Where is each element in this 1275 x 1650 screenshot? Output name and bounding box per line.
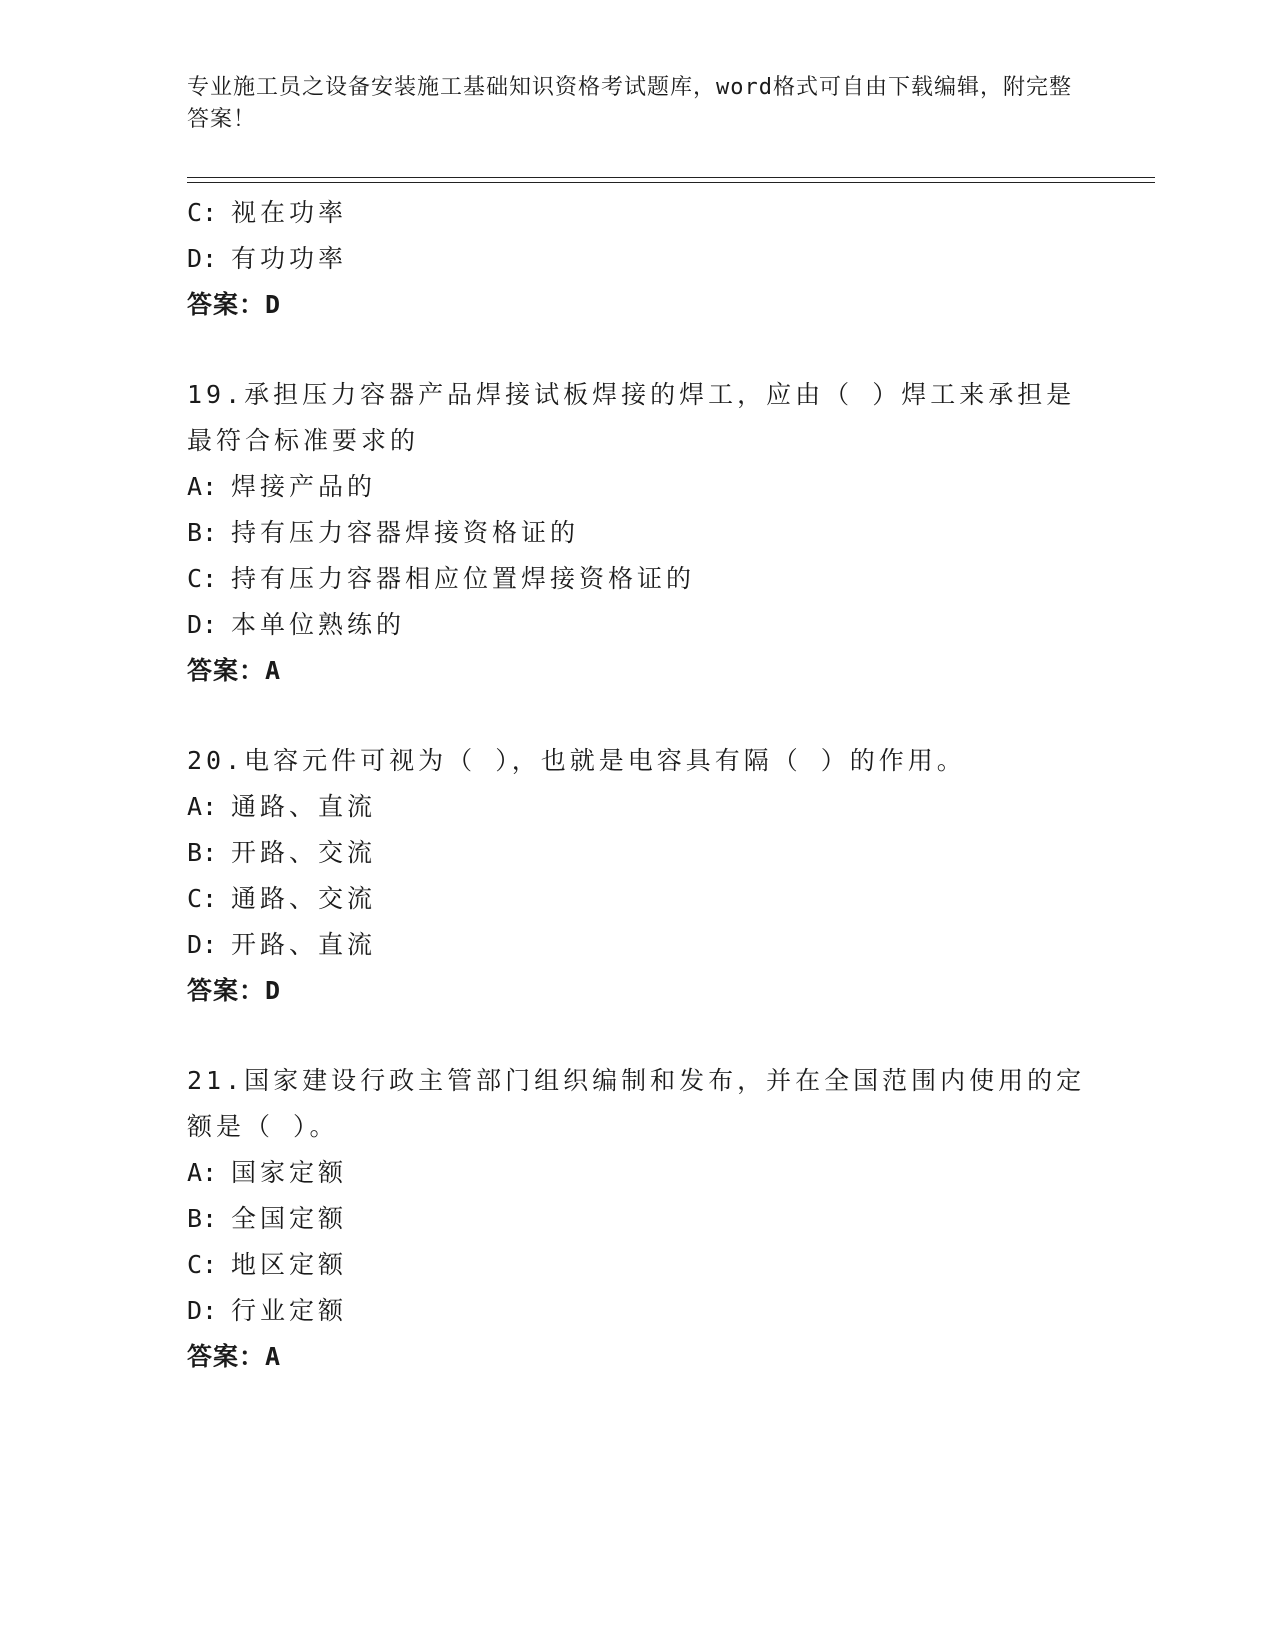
option-c <box>187 190 1087 236</box>
option-label: A: <box>187 472 218 501</box>
option-a <box>187 464 1087 510</box>
option-label: B: <box>187 518 218 547</box>
answer-line: 答案：A <box>187 1342 282 1371</box>
option-label: D: <box>187 244 218 273</box>
option-label: B: <box>187 1204 218 1233</box>
option-d <box>187 236 1087 282</box>
option-text: 开路、直流 <box>231 930 377 959</box>
option-text: 通路、交流 <box>231 884 377 913</box>
answer-line: 答案：A <box>187 656 282 685</box>
option-text: 持有压力容器焊接资格证的 <box>231 518 580 547</box>
option-label: D: <box>187 930 218 959</box>
answer-line: 答案：D <box>187 976 282 1005</box>
option-text: 地区定额 <box>231 1250 348 1279</box>
option-label: C: <box>187 198 218 227</box>
option-b <box>187 830 1087 876</box>
answer-line: 答案：D <box>187 290 282 319</box>
option-text: 行业定额 <box>231 1296 348 1325</box>
option-a <box>187 784 1087 830</box>
option-label: C: <box>187 884 218 913</box>
question-list <box>187 190 1087 1380</box>
option-label: C: <box>187 564 218 593</box>
option-b <box>187 1196 1087 1242</box>
option-text: 全国定额 <box>231 1204 348 1233</box>
option-c <box>187 1242 1087 1288</box>
question-20 <box>187 738 1087 1014</box>
option-d <box>187 602 1087 648</box>
option-label: B: <box>187 838 218 867</box>
option-label: A: <box>187 1158 218 1187</box>
option-text: 持有压力容器相应位置焊接资格证的 <box>231 564 696 593</box>
question-text: 20.电容元件可视为（ ），也就是电容具有隔（ ）的作用。 <box>187 746 966 775</box>
option-label: D: <box>187 1296 218 1325</box>
option-text: 视在功率 <box>231 198 348 227</box>
question-19 <box>187 372 1087 694</box>
question-21 <box>187 1058 1087 1380</box>
header-divider <box>187 177 1155 183</box>
option-c <box>187 876 1087 922</box>
option-text: 开路、交流 <box>231 838 377 867</box>
option-text: 通路、直流 <box>231 792 377 821</box>
option-text: 焊接产品的 <box>231 472 377 501</box>
option-label: A: <box>187 792 218 821</box>
option-b <box>187 510 1087 556</box>
option-text: 国家定额 <box>231 1158 348 1187</box>
option-d <box>187 1288 1087 1334</box>
continued-question <box>187 190 1087 328</box>
option-d <box>187 922 1087 968</box>
option-c <box>187 556 1087 602</box>
option-label: D: <box>187 610 218 639</box>
option-text: 本单位熟练的 <box>231 610 406 639</box>
question-text: 19.承担压力容器产品焊接试板焊接的焊工，应由（ ）焊工来承担是最符合标准要求的 <box>187 380 1076 455</box>
page-header: 专业施工员之设备安装施工基础知识资格考试题库，word格式可自由下载编辑，附完整答案！ <box>187 75 1072 132</box>
option-a <box>187 1150 1087 1196</box>
option-label: C: <box>187 1250 218 1279</box>
option-text: 有功功率 <box>231 244 348 273</box>
question-text: 21.国家建设行政主管部门组织编制和发布，并在全国范围内使用的定额是（ ）。 <box>187 1066 1086 1141</box>
